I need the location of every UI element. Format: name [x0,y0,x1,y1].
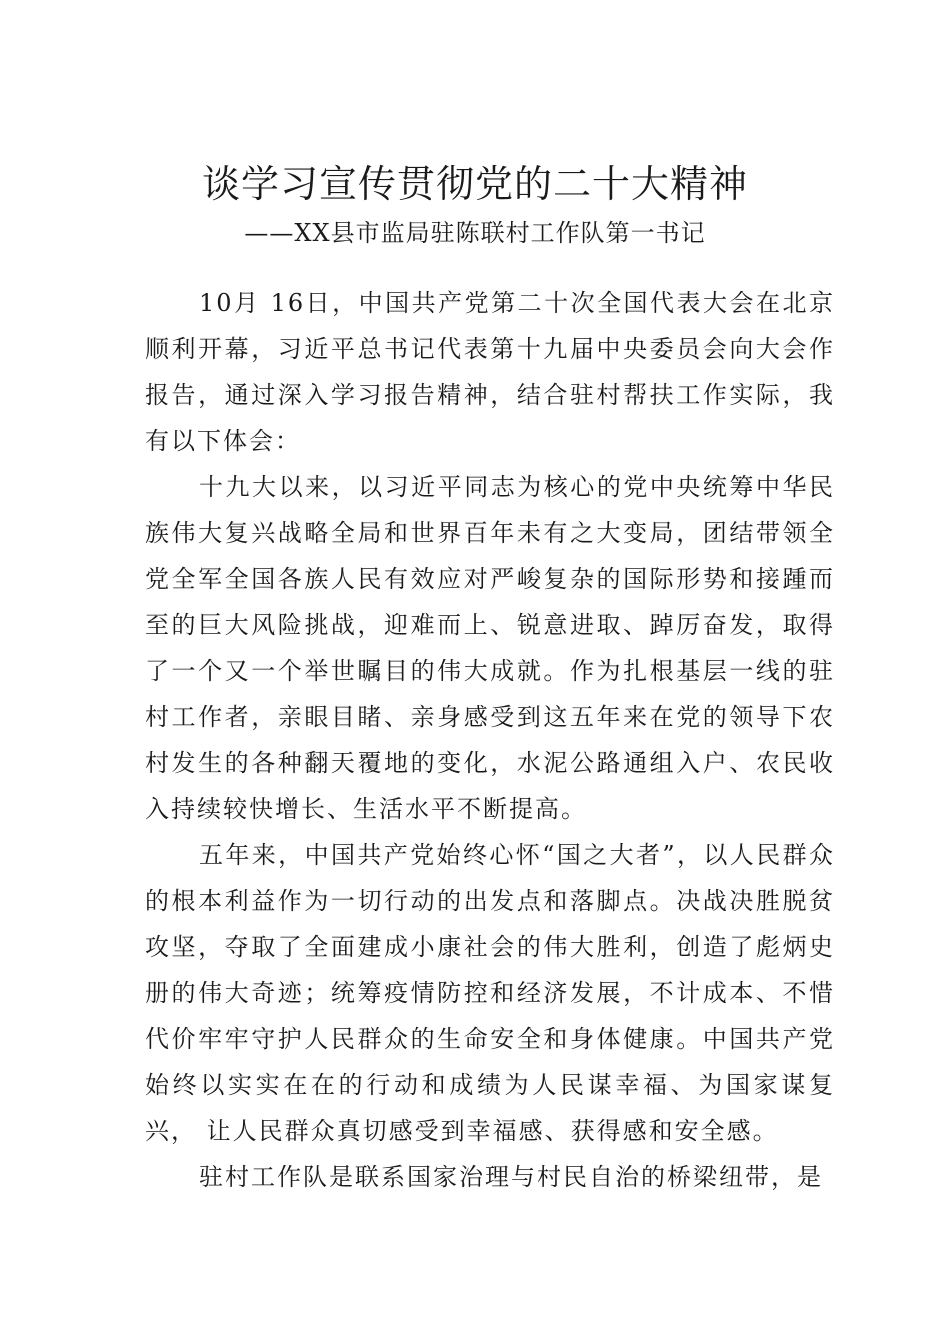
paragraph-1: 10月 16日，中国共产党第二十次全国代表大会在北京顺利开幕，习近平总书记代表第十九届中央委员会向大会作报告，通过深入学习报告精神，结合驻村帮扶工作实际，我有以下体会： [145,289,835,455]
paragraph-4: 驻村工作队是联系国家治理与村民自治的桥梁纽带，是 [199,1163,823,1191]
document-body [145,280,835,1200]
document-subtitle: ——XX县市监局驻陈联村工作队第一书记 [244,219,706,247]
document-title: 谈学习宣传贯彻党的二十大精神 [201,162,748,206]
paragraph-3: 五年来，中国共产党始终心怀“国之大者”，以人民群众 的根本利益作为一切行动的出发点和落脚点。决战决胜脱贫 攻坚，夺取了全面建成小康社会的伟大胜利，创造了彪炳史 册的伟大奇迹；统筹疫情防控和经济发展，不计成本、不惜 代价牢牢守护人民群众的生命安全和身体健康。中国共产党 始终以实实在在的行动和成绩为人民谋幸福、为国家谋复兴， 让人民群众真切感受到幸福感、获得感和安全感。 [145,841,835,1145]
paragraph-2: 十九大以来，以习近平同志为核心的党中央统筹中华民族伟大复兴战略全局和世界百年未有之大变局，团结带领全党全军全国各族人民有效应对严峻复杂的国际形势和接踵而至的巨大风险挑战，迎难而上、锐意进取、踔厉奋发，取得了一个又一个举世瞩目的伟大成就。作为扎根基层一线的驻村工作者，亲眼目睹、亲身感受到这五年来在党的领导下农村发生的各种翻天覆地的变化，水泥公路通组入户、农民收入持续较快增长、生活水平不断提高。 [145,473,835,823]
